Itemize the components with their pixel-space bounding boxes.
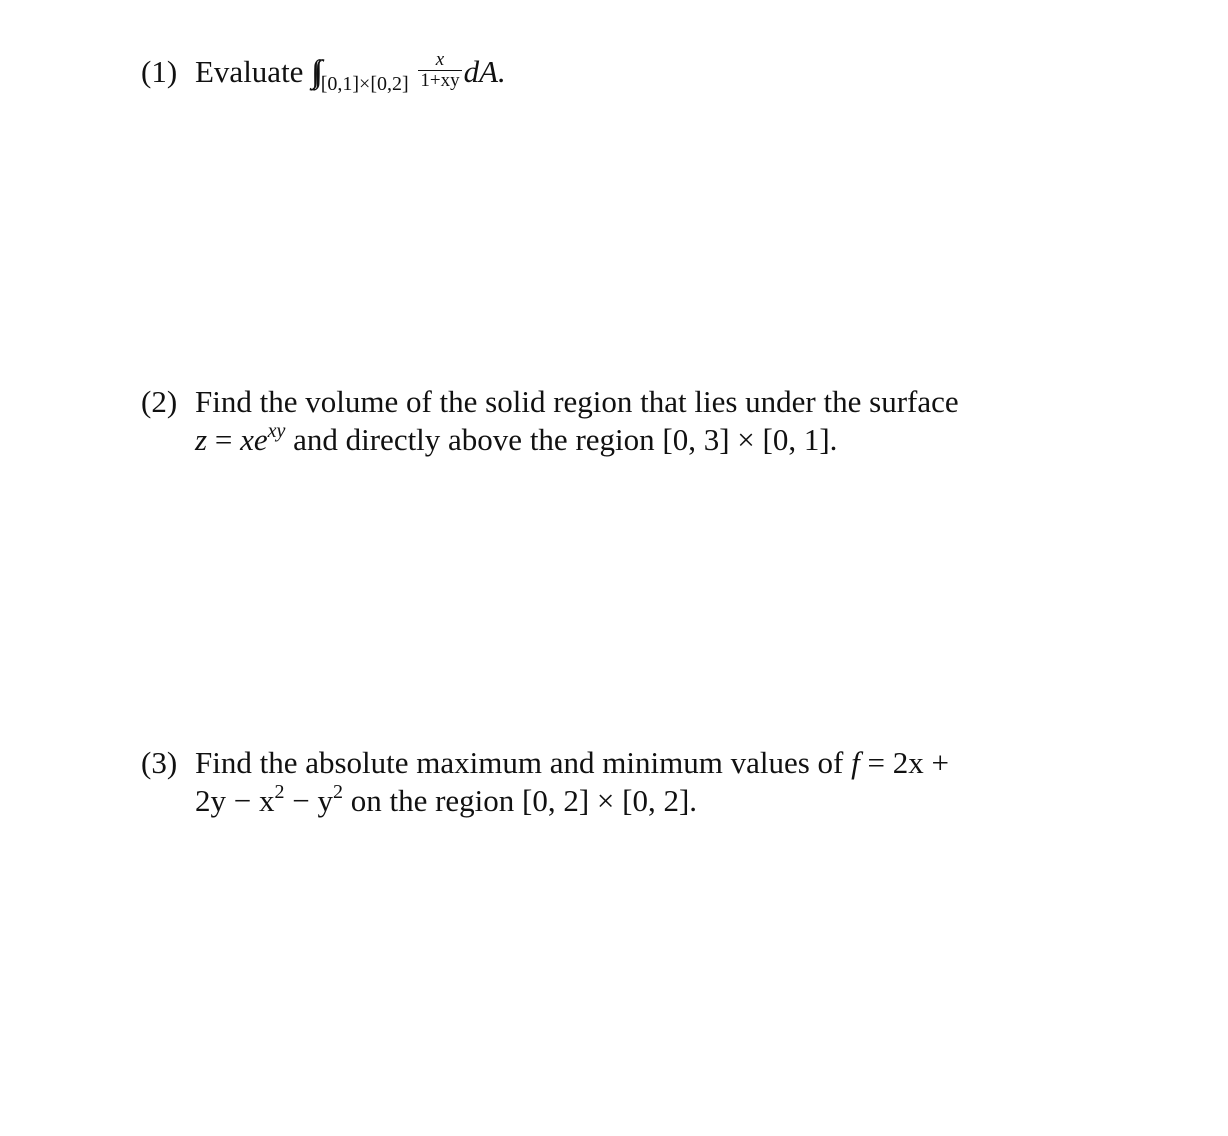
- double-integral-symbol: ∫∫: [311, 53, 317, 89]
- problem-2-line-2: [141, 421, 959, 459]
- problem-3-line-1-tail: = 2x +: [859, 745, 949, 780]
- surface-equals: =: [214, 422, 233, 457]
- problem-2-number: (2): [141, 384, 178, 419]
- integrand-fraction: [418, 50, 461, 91]
- surface-lhs: z: [195, 422, 208, 457]
- integrand-numerator: x: [418, 50, 461, 71]
- integrand-denominator: 1+xy: [420, 70, 460, 92]
- problem-3-line-2: [141, 782, 949, 820]
- problem-2-line-2-rest: and directly above the region [0, 3] × [0, 1].: [285, 422, 838, 457]
- surface-exponent: xy: [267, 420, 286, 442]
- problem-2-line-1: Find the volume of the solid region that lies under the surface: [195, 384, 959, 419]
- exponent-1: 2: [274, 781, 285, 803]
- problem-3-line-2-rest: on the region [0, 2] × [0, 2].: [342, 783, 698, 818]
- expr-part-1: 2y − x: [195, 783, 275, 818]
- problem-1: [141, 49, 506, 103]
- problem-1-verb: Evaluate: [195, 54, 304, 89]
- problem-3-line-1: Find the absolute maximum and minimum values of: [195, 745, 852, 780]
- exponent-2: 2: [332, 781, 343, 803]
- function-symbol: f: [851, 745, 860, 780]
- integral-domain: [0,1]×[0,2]: [320, 73, 409, 95]
- problem-1-number: (1): [141, 54, 178, 89]
- expr-part-2: − y: [284, 783, 333, 818]
- surface-expression: xe: [240, 422, 268, 457]
- problem-2: [141, 383, 959, 459]
- problem-3: [141, 744, 949, 820]
- integral-differential: dA.: [463, 54, 506, 89]
- problem-3-number: (3): [141, 745, 178, 780]
